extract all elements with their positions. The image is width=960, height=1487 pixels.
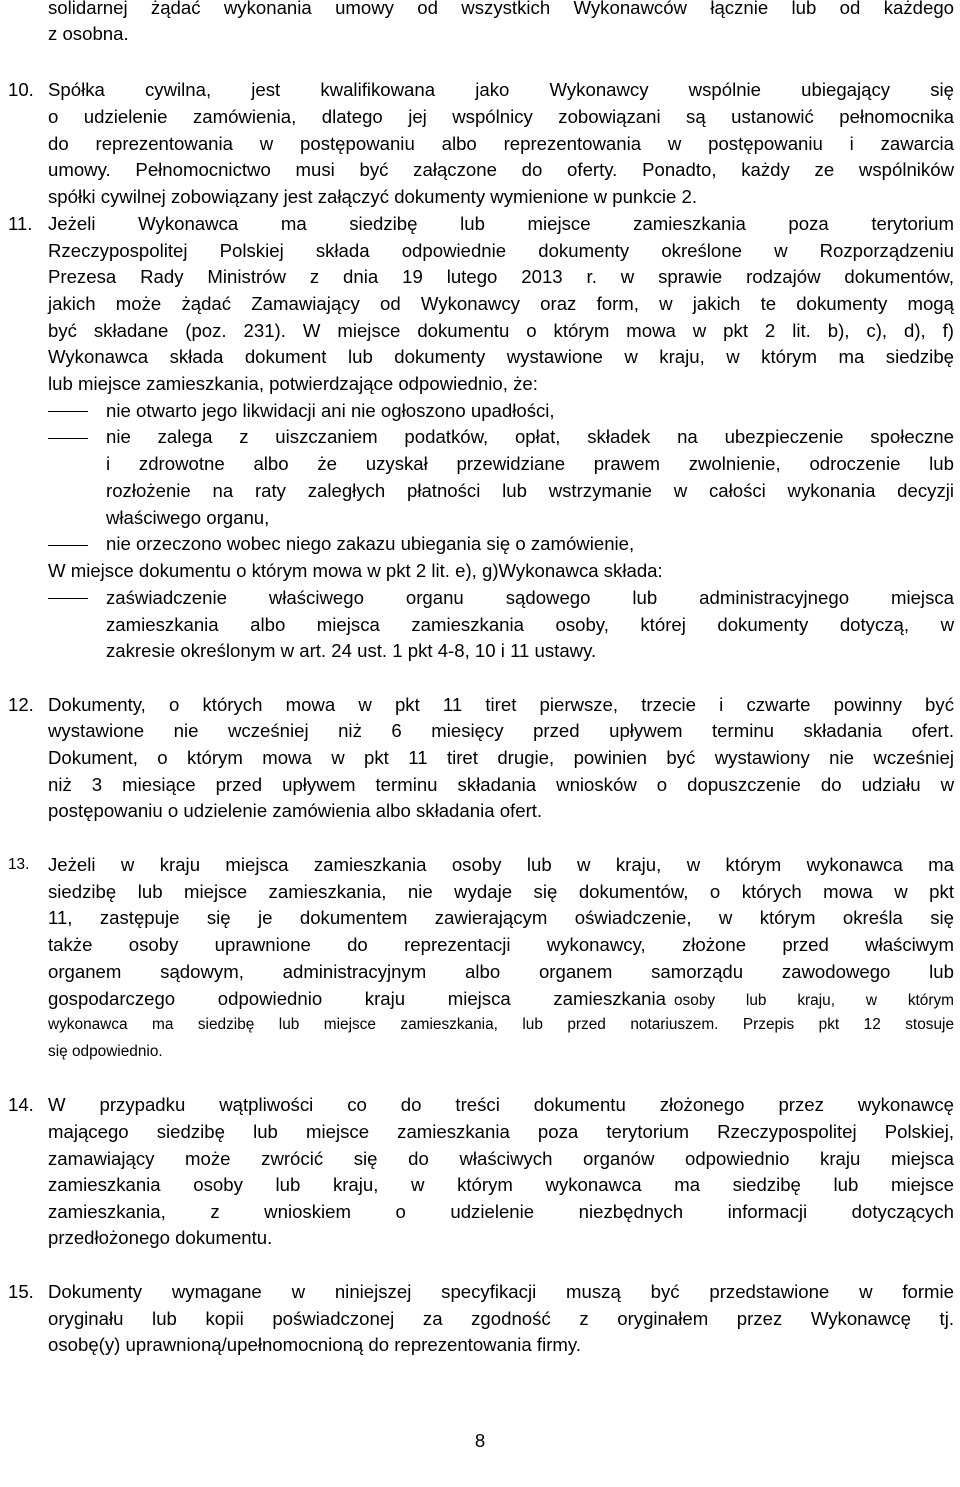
bullet-a3-line-1: nie orzeczono wobec niego zakazu ubiegania się o zamówienie, — [106, 533, 635, 554]
bullet-a2-line-4: właściwego organu, — [106, 507, 270, 528]
p10-line-3: do reprezentowania w postępowaniu albo reprezentowania w postępowaniu i zawarcia — [48, 133, 954, 154]
p13-line-5: organem sądowym, administracyjnym albo organem samorządu zawodowego lub — [48, 961, 954, 982]
p14-line-3: zamawiający może zwrócić się do właściwych organów odpowiednio kraju miejsca — [48, 1148, 954, 1169]
p11-intro-b: W miejsce dokumentu o którym mowa w pkt 2 lit. e), g)Wykonawca składa: — [48, 560, 663, 581]
p15-line-1: Dokumenty wymagane w niniejszej specyfikacji muszą być przedstawione w formie — [48, 1281, 954, 1302]
p13-line-6-main: gospodarczego odpowiednio kraju miejsca zamieszkania — [48, 988, 666, 1009]
p15-line-2: oryginału lub kopii poświadczonej za zgodność z oryginałem przez Wykonawcę tj. — [48, 1308, 954, 1329]
dash-icon — [48, 598, 88, 599]
dash-icon — [48, 411, 88, 412]
p10-line-5: spółki cywilnej zobowiązany jest załączyć dokumenty wymienione w punkcie 2. — [48, 186, 698, 207]
p13-line-1: Jeżeli w kraju miejsca zamieszkania osoby lub w kraju, w którym wykonawca ma — [48, 854, 954, 875]
p12-number: 12. — [8, 694, 34, 715]
p10-line-2: o udzielenie zamówienia, dlatego jej wspólnicy zobowiązani są ustanowić pełnomocnika — [48, 106, 954, 127]
p11-line-1: Jeżeli Wykonawca ma siedzibę lub miejsce zamieszkania poza terytorium — [48, 213, 954, 234]
p13-line-2: siedzibę lub miejsce zamieszkania, nie wydaje się dokumentów, o których mowa w pkt — [48, 881, 954, 902]
p11-line-5: być składane (poz. 231). W miejsce dokumentu o którym mowa w pkt 2 lit. b), c), d), f) — [48, 320, 954, 341]
p9-line-2: z osobna. — [48, 23, 129, 44]
p13-line-3: 11, zastępuje się je dokumentem zawierającym oświadczenie, w którym określa się — [48, 907, 954, 928]
p12-line-4: niż 3 miesiące przed upływem terminu składania wniosków o dopuszczenie do udziału w — [48, 774, 954, 795]
p13-small-line-2: się odpowiednio. — [48, 1043, 163, 1060]
p9-line-1: solidarnej żądać wykonania umowy od wszystkich Wykonawców łącznie lub od każdego — [48, 0, 954, 18]
p14-line-4: zamieszkania osoby lub kraju, w którym wykonawca ma siedzibę lub miejsce — [48, 1174, 954, 1195]
p11-number: 11. — [8, 213, 33, 234]
p14-line-1: W przypadku wątpliwości co do treści dokumentu złożonego przez wykonawcę — [48, 1094, 954, 1115]
bullet-b1-line-3: zakresie określonym w art. 24 ust. 1 pkt 4-8, 10 i 11 ustawy. — [106, 640, 597, 661]
p12-line-1: Dokumenty, o których mowa w pkt 11 tiret pierwsze, trzecie i czwarte powinny być — [48, 694, 954, 715]
p15-number: 15. — [8, 1281, 34, 1302]
p11-line-3: Prezesa Rady Ministrów z dnia 19 lutego 2013 r. w sprawie rodzajów dokumentów, — [48, 266, 954, 287]
p12-line-3: Dokument, o którym mowa w pkt 11 tiret drugie, powinien być wystawiony nie wcześniej — [48, 747, 954, 768]
p11-line-6: Wykonawca składa dokument lub dokumenty wystawione w kraju, w którym ma siedzibę — [48, 346, 954, 367]
p10-number: 10. — [8, 79, 34, 100]
p13-line-6 — [48, 986, 954, 1015]
p12-line-2: wystawione nie wcześniej niż 6 miesięcy przed upływem terminu składania ofert. — [48, 720, 954, 741]
p13-number: 13. — [8, 856, 30, 873]
p11-line-2: Rzeczypospolitej Polskiej składa odpowiednie dokumenty określone w Rozporządzeniu — [48, 240, 954, 261]
p13-line-6-small: osoby lub kraju, w którym — [674, 992, 954, 1009]
bullet-a2-line-1: nie zalega z uiszczaniem podatków, opłat, składek na ubezpieczenie społeczne — [106, 426, 954, 447]
p14-line-6: przedłożonego dokumentu. — [48, 1227, 273, 1248]
p15-line-3: osobę(y) uprawnioną/upełnomocnioną do reprezentowania firmy. — [48, 1334, 581, 1355]
p10-line-1: Spółka cywilna, jest kwalifikowana jako Wykonawcy wspólnie ubiegający się — [48, 79, 954, 100]
bullet-a1-line-1: nie otwarto jego likwidacji ani nie ogłoszono upadłości, — [106, 400, 555, 421]
p10-line-4: umowy. Pełnomocnictwo musi być załączone do oferty. Ponadto, każdy ze wspólników — [48, 159, 954, 180]
p14-line-5: zamieszkania, z wnioskiem o udzielenie niezbędnych informacji dotyczących — [48, 1201, 954, 1222]
bullet-a2-line-3: rozłożenie na raty zaległych płatności lub wstrzymanie w całości wykonania decyzji — [106, 480, 954, 501]
bullet-a2-line-2: i zdrowotne albo że uzyskał przewidziane prawem zwolnienie, odroczenie lub — [106, 453, 954, 474]
bullet-b1-line-1: zaświadczenie właściwego organu sądowego lub administracyjnego miejsca — [106, 587, 954, 608]
p13-line-4: także osoby uprawnione do reprezentacji wykonawcy, złożone przed właściwym — [48, 934, 954, 955]
page-number: 8 — [474, 1430, 486, 1451]
p12-line-5: postępowaniu o udzielenie zamówienia albo składania ofert. — [48, 800, 543, 821]
bullet-b1-line-2: zamieszkania albo miejsca zamieszkania osoby, której dokumenty dotyczą, w — [106, 614, 954, 635]
p11-line-4: jakich może żądać Zamawiający od Wykonawcy oraz form, w jakich te dokumenty mogą — [48, 293, 954, 314]
p14-line-2: mającego siedzibę lub miejsce zamieszkania poza terytorium Rzeczypospolitej Polskiej, — [48, 1121, 954, 1142]
dash-icon — [48, 438, 88, 439]
p11-line-7: lub miejsce zamieszkania, potwierdzające odpowiednio, że: — [48, 373, 538, 394]
p13-small-line-1: wykonawca ma siedzibę lub miejsce zamieszkania, lub przed notariuszem. Przepis pkt 12 stosuje — [48, 1016, 954, 1033]
p14-number: 14. — [8, 1094, 34, 1115]
dash-icon — [48, 545, 88, 546]
